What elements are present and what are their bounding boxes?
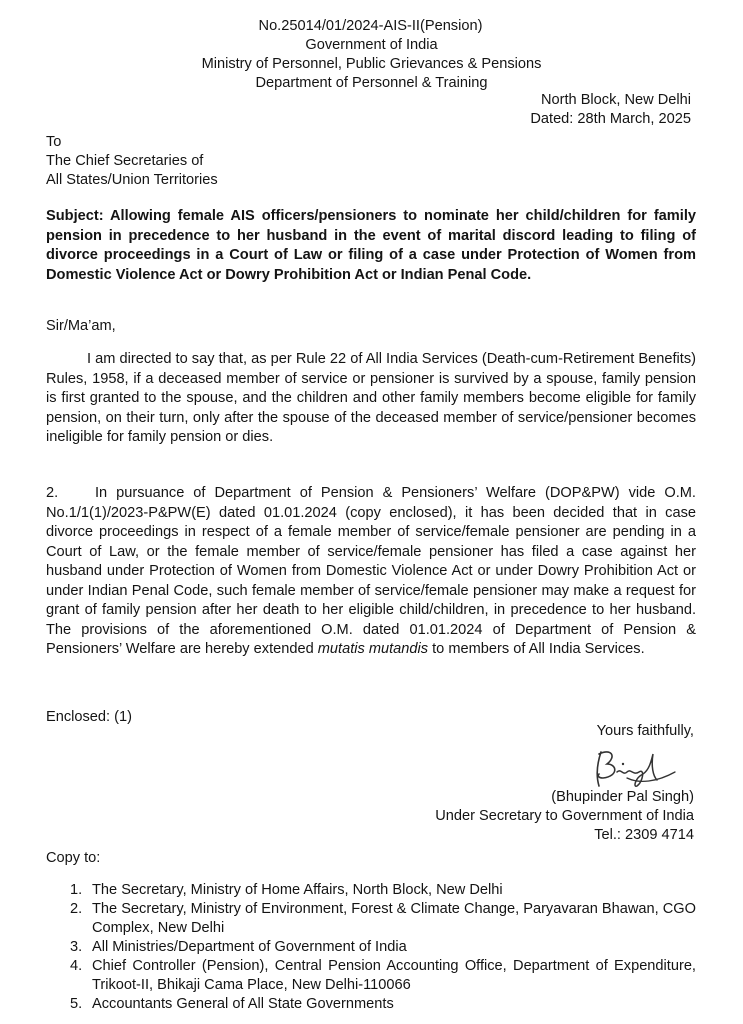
date: Dated: 28th March, 2025 [530, 111, 691, 127]
place: North Block, New Delhi [540, 92, 691, 108]
copy-to-heading: Copy to: [46, 850, 101, 866]
subject-line: Subject: Allowing female AIS officers/pensioners to nominate her child/children for family pension in precedence to her husband in the event of marital discord leading to filing of divorce proceedings in a Court of Law or filing of a case under Protection of Women from Domestic Violence Act or Dowry Prohibition Act or Indian Penal Code. [46, 208, 696, 283]
paragraph-1: I am directed to say that, as per Rule 22 of All India Services (Death-cum-Retirement Benefits) Rules, 1958, if a deceased member of service or pensioner is survived by a spouse, family pension is first granted to the spouse, and the children and other family members become eligible for family pension, on their turn, only after the spouse of the deceased member of service/pensioner becomes ineligible for family pension or dies. [46, 351, 696, 445]
signatory-designation: Under Secretary to Government of India [435, 808, 694, 824]
addressee-line-2: All States/Union Territories [46, 172, 218, 188]
file-number: No.25014/01/2024-AIS-II(Pension) [258, 18, 483, 34]
list-item [70, 957, 696, 995]
list-item-text: All Ministries/Department of Government of India [92, 939, 407, 955]
list-item-number: 2. [70, 901, 83, 917]
list-item-number: 4. [70, 958, 83, 974]
list-item-text: The Secretary, Ministry of Environment, Forest & Climate Change, Paryavaran Bhawan, CGO Complex, New Delhi [92, 901, 696, 936]
addressee-block [46, 133, 218, 190]
list-item-number: 3. [70, 939, 83, 955]
government-name: Government of India [305, 37, 438, 53]
list-item-text: Chief Controller (Pension), Central Pension Accounting Office, Department of Expenditure, Trikoot-II, Bhikaji Cama Place, New Delhi-110066 [92, 958, 696, 993]
list-item [70, 881, 696, 900]
list-item [70, 938, 696, 957]
list-item-text: Accountants General of All State Governments [92, 996, 394, 1012]
copy-to-list [70, 881, 696, 1014]
list-item-number: 1. [70, 882, 83, 898]
addressee-to: To [46, 134, 62, 150]
closing-block [597, 722, 694, 741]
closing-phrase: Yours faithfully, [596, 723, 694, 739]
list-item [70, 900, 696, 938]
ministry-name: Ministry of Personnel, Public Grievances & Pensions [201, 56, 542, 72]
department-name: Department of Personnel & Training [255, 75, 488, 91]
list-item-text: The Secretary, Ministry of Home Affairs, North Block, New Delhi [92, 882, 503, 898]
signatory-name: (Bhupinder Pal Singh) [551, 789, 694, 805]
enclosure-note: Enclosed: (1) [46, 709, 132, 725]
addressee-line-1: The Chief Secretaries of [46, 153, 204, 169]
paragraph-number: 2. [46, 485, 59, 501]
paragraph-2 [46, 484, 696, 660]
signature-image [587, 742, 683, 792]
list-item-number: 5. [70, 996, 83, 1012]
place-and-date [530, 91, 691, 129]
letter-header [0, 17, 743, 93]
paragraph-2-text: In pursuance of Department of Pension & Pensioners’ Welfare (DOP&PW) vide O.M. No.1/1(1)/2023-P&PW(E) dated 01.01.2024 (copy enclosed), it has been decided that in case divorce proceedings in respect of a female member of service/female pensioner are pending in a Court of Law, or the female member of service/female pensioner has filed a case against her husband under Protection of Women from Domestic Violence Act or under Dowry Prohibition Act or under Indian Penal Code, such female member of service/female pensioner may make a request for grant of family pension after her death to her eligible child/children, in precedence to her husband. The provisions of the aforementioned O.M. dated 01.01.2024 of Department of Pension & Pensioners’ Welfare are hereby extended [46, 485, 696, 657]
salutation: Sir/Ma’am, [46, 318, 116, 334]
list-item [70, 995, 696, 1014]
paragraph-2-italic: mutatis mutandis [317, 641, 429, 657]
paragraph-2-text-end: to members of All India Services. [428, 641, 645, 657]
signatory-block [435, 788, 694, 845]
signatory-telephone: Tel.: 2309 4714 [594, 827, 694, 843]
